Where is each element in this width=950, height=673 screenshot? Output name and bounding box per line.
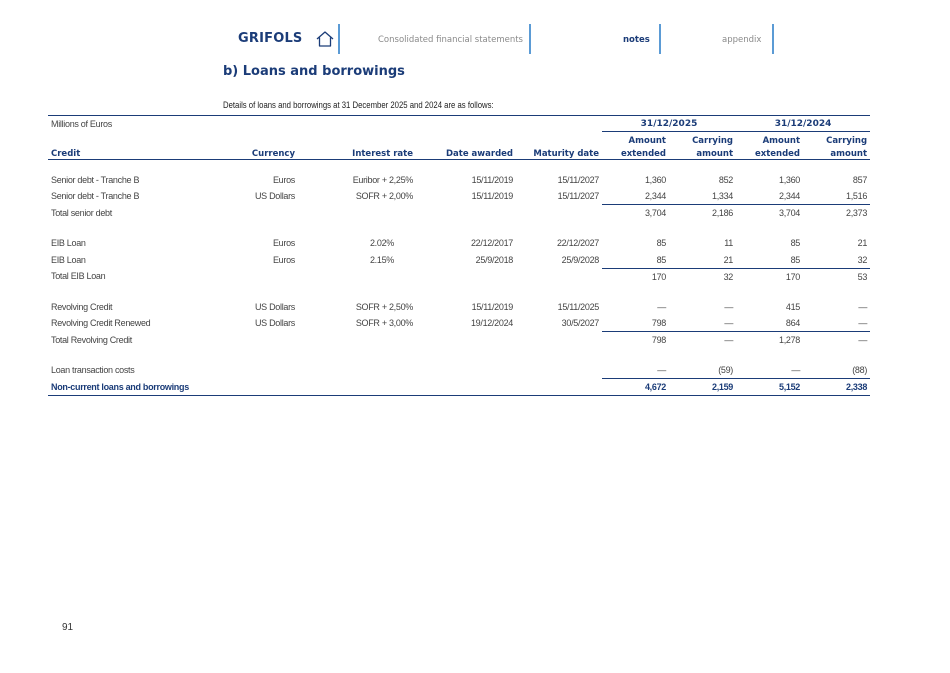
page-header	[0, 22, 950, 56]
period-2025-header: 31/12/2025	[602, 116, 736, 132]
table-row	[48, 235, 870, 252]
credit-cell: Non-current loans and borrowings	[48, 379, 248, 396]
carrying-2024-cell: 1,516	[846, 191, 868, 201]
credit-cell: Total Revolving Credit	[51, 334, 132, 345]
carrying-2025-cell: 2,159	[669, 379, 736, 396]
amount-extended-2025-header-top: Amount	[628, 135, 666, 146]
amount-extended-2025-header: extended	[602, 146, 669, 160]
table-row	[48, 188, 870, 205]
subtotal-row	[48, 332, 870, 349]
maturity-date-header: Maturity date	[516, 146, 602, 160]
amount-2025-cell: —	[657, 365, 666, 375]
carrying-amount-2025-header-top: Carrying	[692, 135, 734, 146]
credit-cell: EIB Loan	[51, 254, 86, 265]
intro-text: Details of loans and borrowings at 31 December 2025 and 2024 are as follows:	[223, 100, 494, 110]
carrying-2025-cell: 11	[724, 238, 734, 249]
maturity-date-cell: 15/11/2027	[557, 174, 599, 185]
carrying-2024-cell: 53	[803, 268, 870, 285]
amount-2025-cell: 4,672	[602, 379, 669, 396]
amount-2024-cell: 2,344	[778, 191, 801, 201]
rate-cell: SOFR + 2,00%	[355, 191, 413, 202]
table-row	[48, 252, 870, 269]
rate-cell: Euribor + 2,25%	[352, 174, 413, 185]
credit-cell: Senior debt - Tranche B	[51, 174, 140, 185]
currency-cell: US Dollars	[254, 301, 295, 312]
carrying-2024-cell: (88)	[852, 365, 868, 375]
maturity-date-cell: 15/11/2027	[557, 191, 599, 202]
amount-2024-cell: 864	[785, 318, 801, 328]
rate-cell: SOFR + 3,00%	[355, 318, 413, 329]
section-title: b) Loans and borrowings	[223, 64, 405, 79]
carrying-2024-cell: 32	[857, 254, 868, 265]
carrying-2025-cell: (59)	[718, 365, 734, 375]
rate-cell: 2.15%	[369, 254, 394, 265]
amount-2025-cell: 1,360	[644, 174, 666, 185]
date-awarded-header: Date awarded	[416, 146, 516, 160]
nav-notes[interactable]: notes	[623, 35, 650, 45]
credit-cell: Total senior debt	[51, 207, 112, 218]
table-row	[48, 299, 870, 316]
home-icon[interactable]	[315, 30, 335, 48]
amount-extended-2024-header: extended	[736, 146, 803, 160]
date-awarded-cell: 15/11/2019	[471, 174, 513, 185]
amount-2024-cell: 5,152	[736, 379, 803, 396]
table-row	[48, 315, 870, 332]
loans-table-body	[48, 116, 870, 396]
amount-2025-cell: —	[657, 301, 666, 312]
nav-separator	[529, 24, 531, 54]
carrying-amount-2024-header: amount	[803, 146, 870, 160]
interest-rate-header: Interest rate	[298, 146, 416, 160]
amount-2025-cell: 85	[656, 254, 666, 265]
carrying-2025-cell: —	[669, 332, 736, 349]
nav-appendix[interactable]: appendix	[722, 35, 762, 45]
currency-cell: Euros	[272, 254, 295, 265]
carrying-2024-cell: —	[858, 301, 868, 312]
currency-cell: US Dollars	[254, 191, 295, 202]
maturity-date-cell: 15/11/2025	[557, 301, 599, 312]
amount-2024-cell: 85	[790, 254, 801, 265]
carrying-2024-cell: 2,338	[803, 379, 870, 396]
credit-cell: Revolving Credit Renewed	[51, 318, 151, 329]
amount-2024-cell: —	[791, 365, 801, 375]
table-row	[48, 362, 870, 379]
carrying-amount-2025-header: amount	[669, 146, 736, 160]
carrying-2025-cell: —	[724, 301, 734, 312]
grifols-logo[interactable]: GRIFOLS	[238, 31, 303, 46]
nav-separator	[338, 24, 340, 54]
currency-cell: Euros	[272, 238, 295, 249]
date-awarded-cell: 19/12/2024	[470, 318, 513, 329]
credit-cell: EIB Loan	[51, 238, 86, 249]
table-row	[48, 172, 870, 189]
carrying-2025-cell: 32	[669, 268, 736, 285]
grand-total-row	[48, 379, 870, 396]
credit-header: Credit	[48, 146, 248, 160]
credit-cell: Revolving Credit	[51, 301, 113, 312]
carrying-2025-cell: 2,186	[669, 205, 736, 222]
amount-2025-cell: 3,704	[602, 205, 669, 222]
date-awarded-cell: 15/11/2019	[471, 191, 513, 202]
carrying-2024-cell: —	[858, 318, 868, 328]
nav-separator	[659, 24, 661, 54]
credit-cell: Total EIB Loan	[51, 271, 106, 282]
carrying-2024-cell: 2,373	[803, 205, 870, 222]
amount-2024-cell: 1,360	[778, 174, 801, 185]
amount-2024-cell: 170	[736, 268, 803, 285]
rate-cell: 2.02%	[369, 238, 394, 249]
units-label: Millions of Euros	[48, 116, 248, 132]
period-2024-header: 31/12/2024	[736, 116, 870, 132]
currency-header: Currency	[248, 146, 298, 160]
carrying-2024-cell: —	[803, 332, 870, 349]
date-awarded-cell: 25/9/2018	[475, 254, 513, 265]
subtotal-row	[48, 268, 870, 285]
column-header-row	[48, 146, 870, 160]
amount-2024-cell: 85	[790, 238, 801, 249]
nav-separator	[772, 24, 774, 54]
rate-cell: SOFR + 2,50%	[355, 301, 413, 312]
carrying-2024-cell: 857	[852, 174, 868, 185]
maturity-date-cell: 25/9/2028	[561, 254, 599, 265]
amount-2025-cell: 798	[651, 318, 666, 328]
amount-extended-2024-header-top: Amount	[762, 135, 801, 146]
subtotal-row	[48, 205, 870, 222]
carrying-2025-cell: 21	[723, 254, 734, 265]
carrying-2025-cell: —	[724, 318, 734, 328]
page-number: 91	[62, 622, 74, 633]
column-header-row-top	[48, 132, 870, 146]
nav-consolidated-financial-statements[interactable]: Consolidated financial statements	[378, 35, 523, 45]
units-row	[48, 116, 870, 132]
currency-cell: Euros	[272, 174, 295, 185]
amount-2024-cell: 415	[785, 301, 801, 312]
amount-2024-cell: 1,278	[736, 332, 803, 349]
loans-table	[48, 115, 870, 396]
credit-cell: Loan transaction costs	[51, 365, 135, 376]
date-awarded-cell: 22/12/2017	[470, 238, 513, 249]
date-awarded-cell: 15/11/2019	[471, 301, 513, 312]
carrying-2024-cell: 21	[857, 238, 868, 249]
currency-cell: US Dollars	[254, 318, 295, 329]
amount-2025-cell: 170	[602, 268, 669, 285]
amount-2025-cell: 85	[656, 238, 666, 249]
carrying-2025-cell: 852	[718, 174, 734, 185]
maturity-date-cell: 22/12/2027	[556, 238, 599, 249]
credit-cell: Senior debt - Tranche B	[51, 191, 140, 202]
maturity-date-cell: 30/5/2027	[561, 318, 599, 329]
carrying-amount-2024-header-top: Carrying	[826, 135, 868, 146]
amount-2025-cell: 2,344	[644, 191, 666, 201]
carrying-2025-cell: 1,334	[711, 191, 734, 201]
amount-2025-cell: 798	[602, 332, 669, 349]
amount-2024-cell: 3,704	[736, 205, 803, 222]
